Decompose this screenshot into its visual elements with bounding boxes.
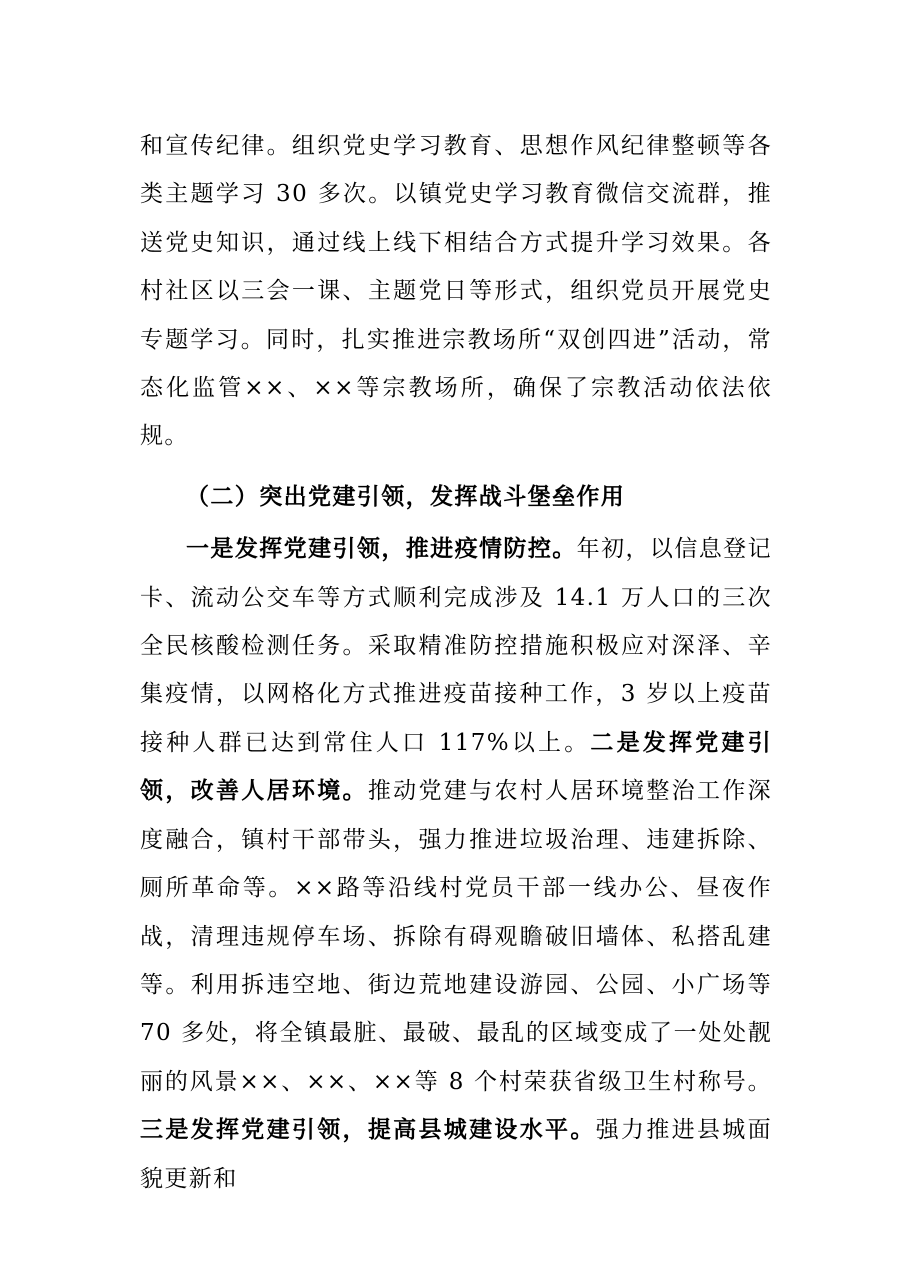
paragraph-religion-study: 和宣传纪律。组织党史学习教育、思想作风纪律整顿等各类主题学习 30 多次。以镇党史学习教育微信交流群，推送党史知识，通过线上线下相结合方式提升学习效果。各村社区以三会一课、主题党日等形式，组织党员开展党史专题学习。同时，扎实推进宗教场所“双创四进”活动，常态化监管××、××等宗教场所，确保了宗教活动依法依规。 bbox=[140, 133, 772, 450]
section-heading-2: （二）突出党建引领，发挥战斗堡垒作用 bbox=[186, 483, 626, 510]
paragraph-party-building bbox=[140, 525, 772, 1203]
document-body bbox=[140, 122, 772, 1203]
lead-epidemic-control: 一是发挥党建引领，推进疫情防控。 bbox=[186, 536, 577, 563]
text-epidemic-control: 年初，以信息登记卡、流动公交车等方式顺利完成涉及 14.1 万人口的三次全民核酸检测任务。采取精准防控措施积极应对深泽、辛集疫情，以网格化方式推进疫苗接种工作，3 岁以上疫苗接种人群已达到常住人口 117%以上。 bbox=[140, 536, 772, 756]
lead-living-environment: 二是发挥党建引领，改善人居环境。 bbox=[140, 729, 772, 805]
lead-county-construction: 三是发挥党建引领，提高县城建设水平。 bbox=[140, 1117, 596, 1144]
text-county-construction: 强力推进县城面貌更新和 bbox=[140, 1117, 772, 1192]
text-living-environment: 推动党建与农村人居环境整治工作深度融合，镇村干部带头，强力推进垃圾治理、违建拆除、厕所革命等。××路等沿线村党员干部一线办公、昼夜作战，清理违规停车场、拆除有碍观瞻破旧墙体、私搭乱建等。利用拆违空地、街边荒地建设游园、公园、小广场等 70 多处，将全镇最脏、最破、最乱的区域变成了一处处靓丽的风景××、××、××等 8 个村荣获省级卫生村称号。 bbox=[140, 778, 772, 1095]
